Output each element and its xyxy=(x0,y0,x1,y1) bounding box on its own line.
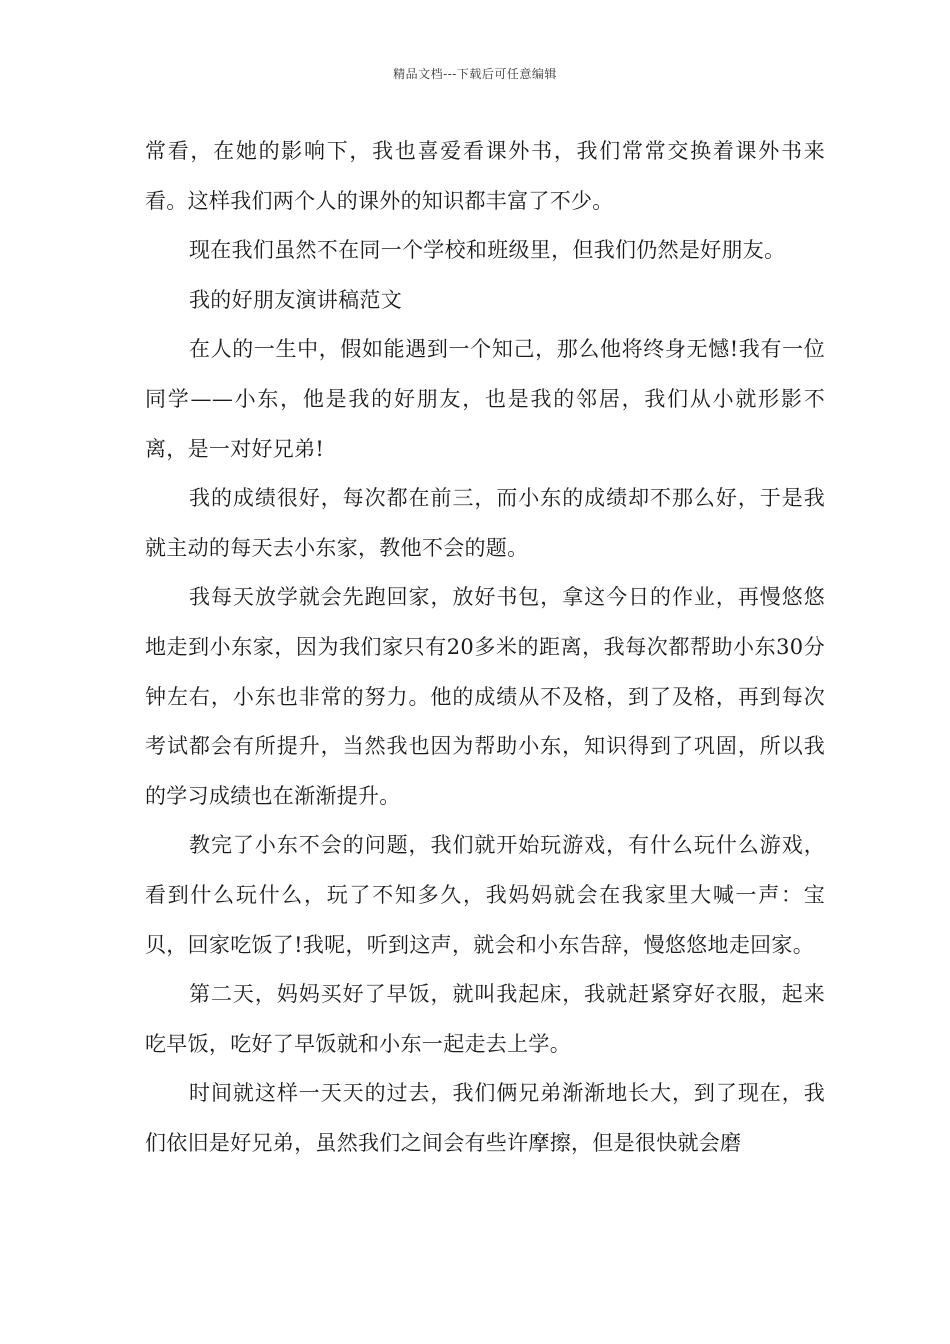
paragraph: 常看，在她的影响下，我也喜爱看课外书，我们常常交换着课外书来看。这样我们两个人的课外的知识都丰富了不少。 xyxy=(145,139,825,213)
section-title: 我的好朋友演讲稿范文 xyxy=(189,287,402,312)
paragraph: 教完了小东不会的问题，我们就开始玩游戏，有什么玩什么游戏，看到什么玩什么，玩了不知多久，我妈妈就会在我家里大喊一声：宝贝，回家吃饭了!我呢，听到这声，就会和小东告辞，慢悠悠地走回家。 xyxy=(145,833,825,957)
paragraph: 我每天放学就会先跑回家，放好书包，拿这今日的作业，再慢悠悠地走到小东家，因为我们家只有20多米的距离，我每次都帮助小东30分钟左右，小东也非常的努力。他的成绩从不及格，到了及格，再到每次考试都会有所提升，当然我也因为帮助小东，知识得到了巩固，所以我的学习成绩也在渐渐提升。 xyxy=(145,585,825,808)
paragraph: 我的成绩很好，每次都在前三，而小东的成绩却不那么好，于是我就主动的每天去小东家，教他不会的题。 xyxy=(145,486,825,560)
paragraph: 在人的一生中，假如能遇到一个知己，那么他将终身无憾!我有一位同学——小东，他是我的好朋友，也是我的邻居，我们从小就形影不离，是一对好兄弟! xyxy=(145,337,825,461)
paragraph: 时间就这样一天天的过去，我们俩兄弟渐渐地长大，到了现在，我们依旧是好兄弟，虽然我们之间会有些许摩擦，但是很快就会磨 xyxy=(145,1081,825,1155)
paragraph: 第二天，妈妈买好了早饭，就叫我起床，我就赶紧穿好衣服，起来吃早饭，吃好了早饭就和小东一起走去上学。 xyxy=(145,982,825,1056)
page-header: 精品文档---下载后可任意编辑 xyxy=(393,67,557,81)
document-body xyxy=(145,127,825,1168)
paragraph: 现在我们虽然不在同一个学校和班级里，但我们仍然是好朋友。 xyxy=(189,238,786,263)
